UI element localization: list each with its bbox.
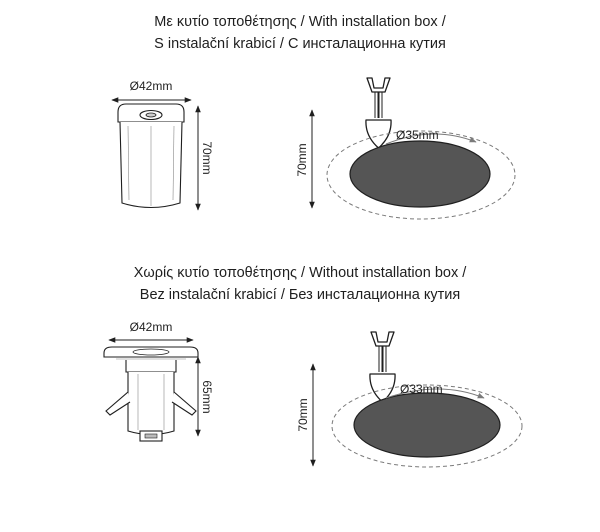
hole2-drawing xyxy=(332,382,522,467)
hole2-depth-dimension xyxy=(296,364,313,466)
hole2-diameter-label: Ø33mm xyxy=(400,382,443,396)
shovel-icon xyxy=(366,78,391,148)
fixture1-diameter-label: Ø42mm xyxy=(129,79,173,93)
fixture1-drawing xyxy=(118,104,184,208)
heading-without-box-line2: Bez instalační krabicí / Без инсталационна кутия xyxy=(139,287,461,303)
hole1-drawing xyxy=(327,128,515,219)
heading-without-box-line1: Χωρίς κυτίο τοποθέτησης / Without installation box / xyxy=(133,265,467,281)
fixture2-diameter-label: Ø42mm xyxy=(129,320,173,334)
hole2-depth-label: 70mm xyxy=(296,398,310,432)
fixture2-height-label: 65mm xyxy=(200,380,214,414)
hole1-depth-label: 70mm xyxy=(295,143,309,177)
hole1-depth-dimension xyxy=(295,110,312,208)
heading-with-box-line2: S instalační krabicí / С инсталационна кутия xyxy=(154,36,446,52)
fixture1-height-dimension xyxy=(198,106,214,210)
hole1-diameter-label: Ø35mm xyxy=(396,128,439,142)
fixture2-height-dimension xyxy=(198,357,214,436)
fixture2-width-dimension xyxy=(109,320,193,340)
fixture2-drawing xyxy=(104,347,198,441)
heading-with-box-line1: Με κυτίο τοποθέτησης / With installation box / xyxy=(154,14,446,30)
fixture1-height-label: 70mm xyxy=(200,141,214,175)
fixture1-width-dimension xyxy=(112,79,191,100)
shovel-icon xyxy=(370,332,395,402)
